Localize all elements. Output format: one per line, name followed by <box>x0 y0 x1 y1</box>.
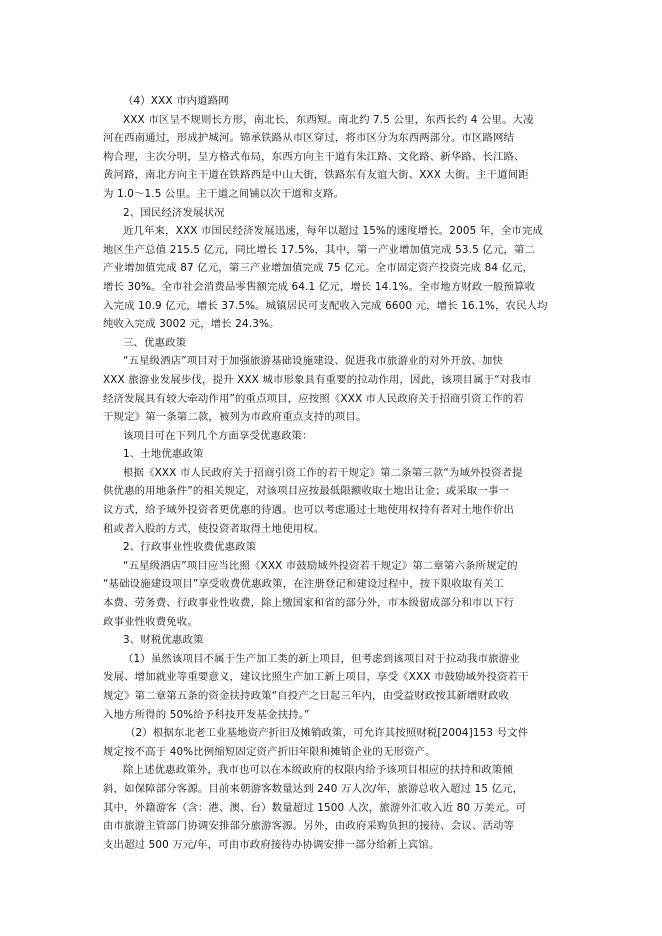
document-page <box>103 92 561 854</box>
text-line: 发展、增加就业等重要意义，建议比照生产加工新上项目，享受《XXX 市鼓励域外投资若干 <box>103 671 529 684</box>
text-line: 1、土地优惠政策 <box>123 448 204 461</box>
text-line: 为 1.0～1.5 公里。主干道之间铺以次干道和支路。 <box>103 187 345 200</box>
text-line: 政事业性收费免收。 <box>103 615 198 628</box>
text-line: （1）虽然该项目不属于生产加工类的新上项目，但考虑到该项目对于拉动我市旅游业 <box>123 652 520 665</box>
text-line: 租或者入股的方式，使投资者取得土地使用权。 <box>103 522 325 535</box>
text-line: 斜，如保障部分客源。目前来朝游客数量达到 240 万人次/年，旅游总收入超过 15 亿元， <box>103 782 524 795</box>
text-line: 地区生产总值 215.5 亿元，同比增长 17.5%，其中，第一产业增加值完成 53.5 亿元，第二 <box>103 243 536 256</box>
text-line: 该项目可在下列几个方面享受优惠政策： <box>123 429 313 442</box>
text-line: XXX 市区呈不规则长方形，南北长，东西短。南北约 7.5 公里，东西长约 4 公里。大凌 <box>123 113 534 126</box>
text-line: “五星级酒店”项目对于加强旅游基础设施建设、促进我市旅游业的对外开放、加快 <box>123 355 503 368</box>
text-line: 河在西南通过，形成护城河。锦承铁路从市区穿过，将市区分为东西两部分。市区路网结 <box>103 132 515 145</box>
text-line: 入地方所得的 50%给予科技开发基金扶持。” <box>103 708 310 721</box>
text-line: （4）XXX 市内道路网 <box>123 95 229 107</box>
text-line: 规定》第二章第五条的资金扶持政策“自投产之日起三年内，由受益财政按其新增财政收 <box>103 690 510 702</box>
text-line: 3、财税优惠政策 <box>123 634 204 647</box>
text-line: “基础设施建设项目”享受收费优惠政策，在注册登记和建设过程中，按下限收取有关工 <box>103 578 505 591</box>
text-line: 黄河路，南北方向主干道在铁路西是中山大街，铁路东有友谊大街、XXX 大街。主干道间距 <box>103 169 529 182</box>
text-line: 干规定》第一条第二款，被列为市政府重点支持的项目。 <box>103 411 367 424</box>
text-line: 供优惠的用地条件”的相关规定，对该项目应按最低限额收取土地出让金；或采取一事一 <box>103 485 510 498</box>
text-line: 根据《XXX 市人民政府关于招商引资工作的若干规定》第二条第三款“为域外投资者提 <box>123 466 523 479</box>
text-line: 除上述优惠政策外，我市也可以在本级政府的权限内给予该项目相应的扶持和政策倾 <box>123 764 513 777</box>
text-line: XXX 旅游业发展步伐，提升 XXX 城市形象具有重要的拉动作用，因此，该项目属于“对我市 <box>103 373 532 386</box>
text-line: 三、优惠政策 <box>123 336 187 349</box>
text-line: 产业增加值完成 87 亿元，第三产业增加值完成 75 亿元。全市固定资产投资完成 84 亿元， <box>103 262 534 275</box>
text-line: 其中，外籍游客（含：港、澳、台）数量超过 1500 人次，旅游外汇收入近 80 万美元。可 <box>103 801 527 814</box>
text-line: “五星级酒店”项目应当比照《XXX 市鼓励域外投资若干规定》第二章第六条所规定的 <box>123 559 518 572</box>
text-line: 入完成 10.9 亿元，增长 37.5%。城镇居民可支配收入完成 6600 元，增长 16.1%，农民人均 <box>103 299 548 312</box>
text-line: 议方式，给予域外投资者更优惠的待遇。也可以考虑通过土地使用权持有者对土地作价出 <box>103 504 515 517</box>
text-line: 由市旅游主管部门协调安排部分旅游客源。另外，由政府采购负担的接待、会议、活动等 <box>103 820 515 833</box>
text-line: 2、行政事业性收费优惠政策 <box>123 541 257 554</box>
text-line: 支出超过 500 万元/年，可由市政府接待办协调安排一部分给新上宾馆。 <box>103 838 440 851</box>
text-line: 2、国民经济发展状况 <box>123 206 225 219</box>
text-line: 纯收入完成 3002 元，增长 24.3%。 <box>103 318 280 331</box>
text-line: 增长 30%。全市社会消费品零售额完成 64.1 亿元，增长 14.1%。全市地方财政一般预算收 <box>103 280 536 293</box>
text-line: （2）根据东北老工业基地资产折旧及摊销政策，可允许其按照财税[2004]153 号文件 <box>125 727 529 740</box>
text-line: 本费、劳务费、行政事业性收费，除上缴国家和省的部分外，市本级留成部分和市以下行 <box>103 597 515 610</box>
text-line: 经济发展具有较大牵动作用”的重点项目，应按照《XXX 市人民政府关于招商引资工作的若 <box>103 392 524 405</box>
text-line: 规定按不高于 40%比例缩短固定资产折旧年限和摊销企业的无形资产。 <box>103 745 436 758</box>
text-line: 构合理，主次分明，呈方格式布局，东西方向主干道有朱江路、文化路、新华路、长江路、 <box>103 150 525 163</box>
text-line: 近几年来，XXX 市国民经济发展迅速，每年以超过 15%的速度增长。2005 年，全市完成 <box>123 225 544 238</box>
